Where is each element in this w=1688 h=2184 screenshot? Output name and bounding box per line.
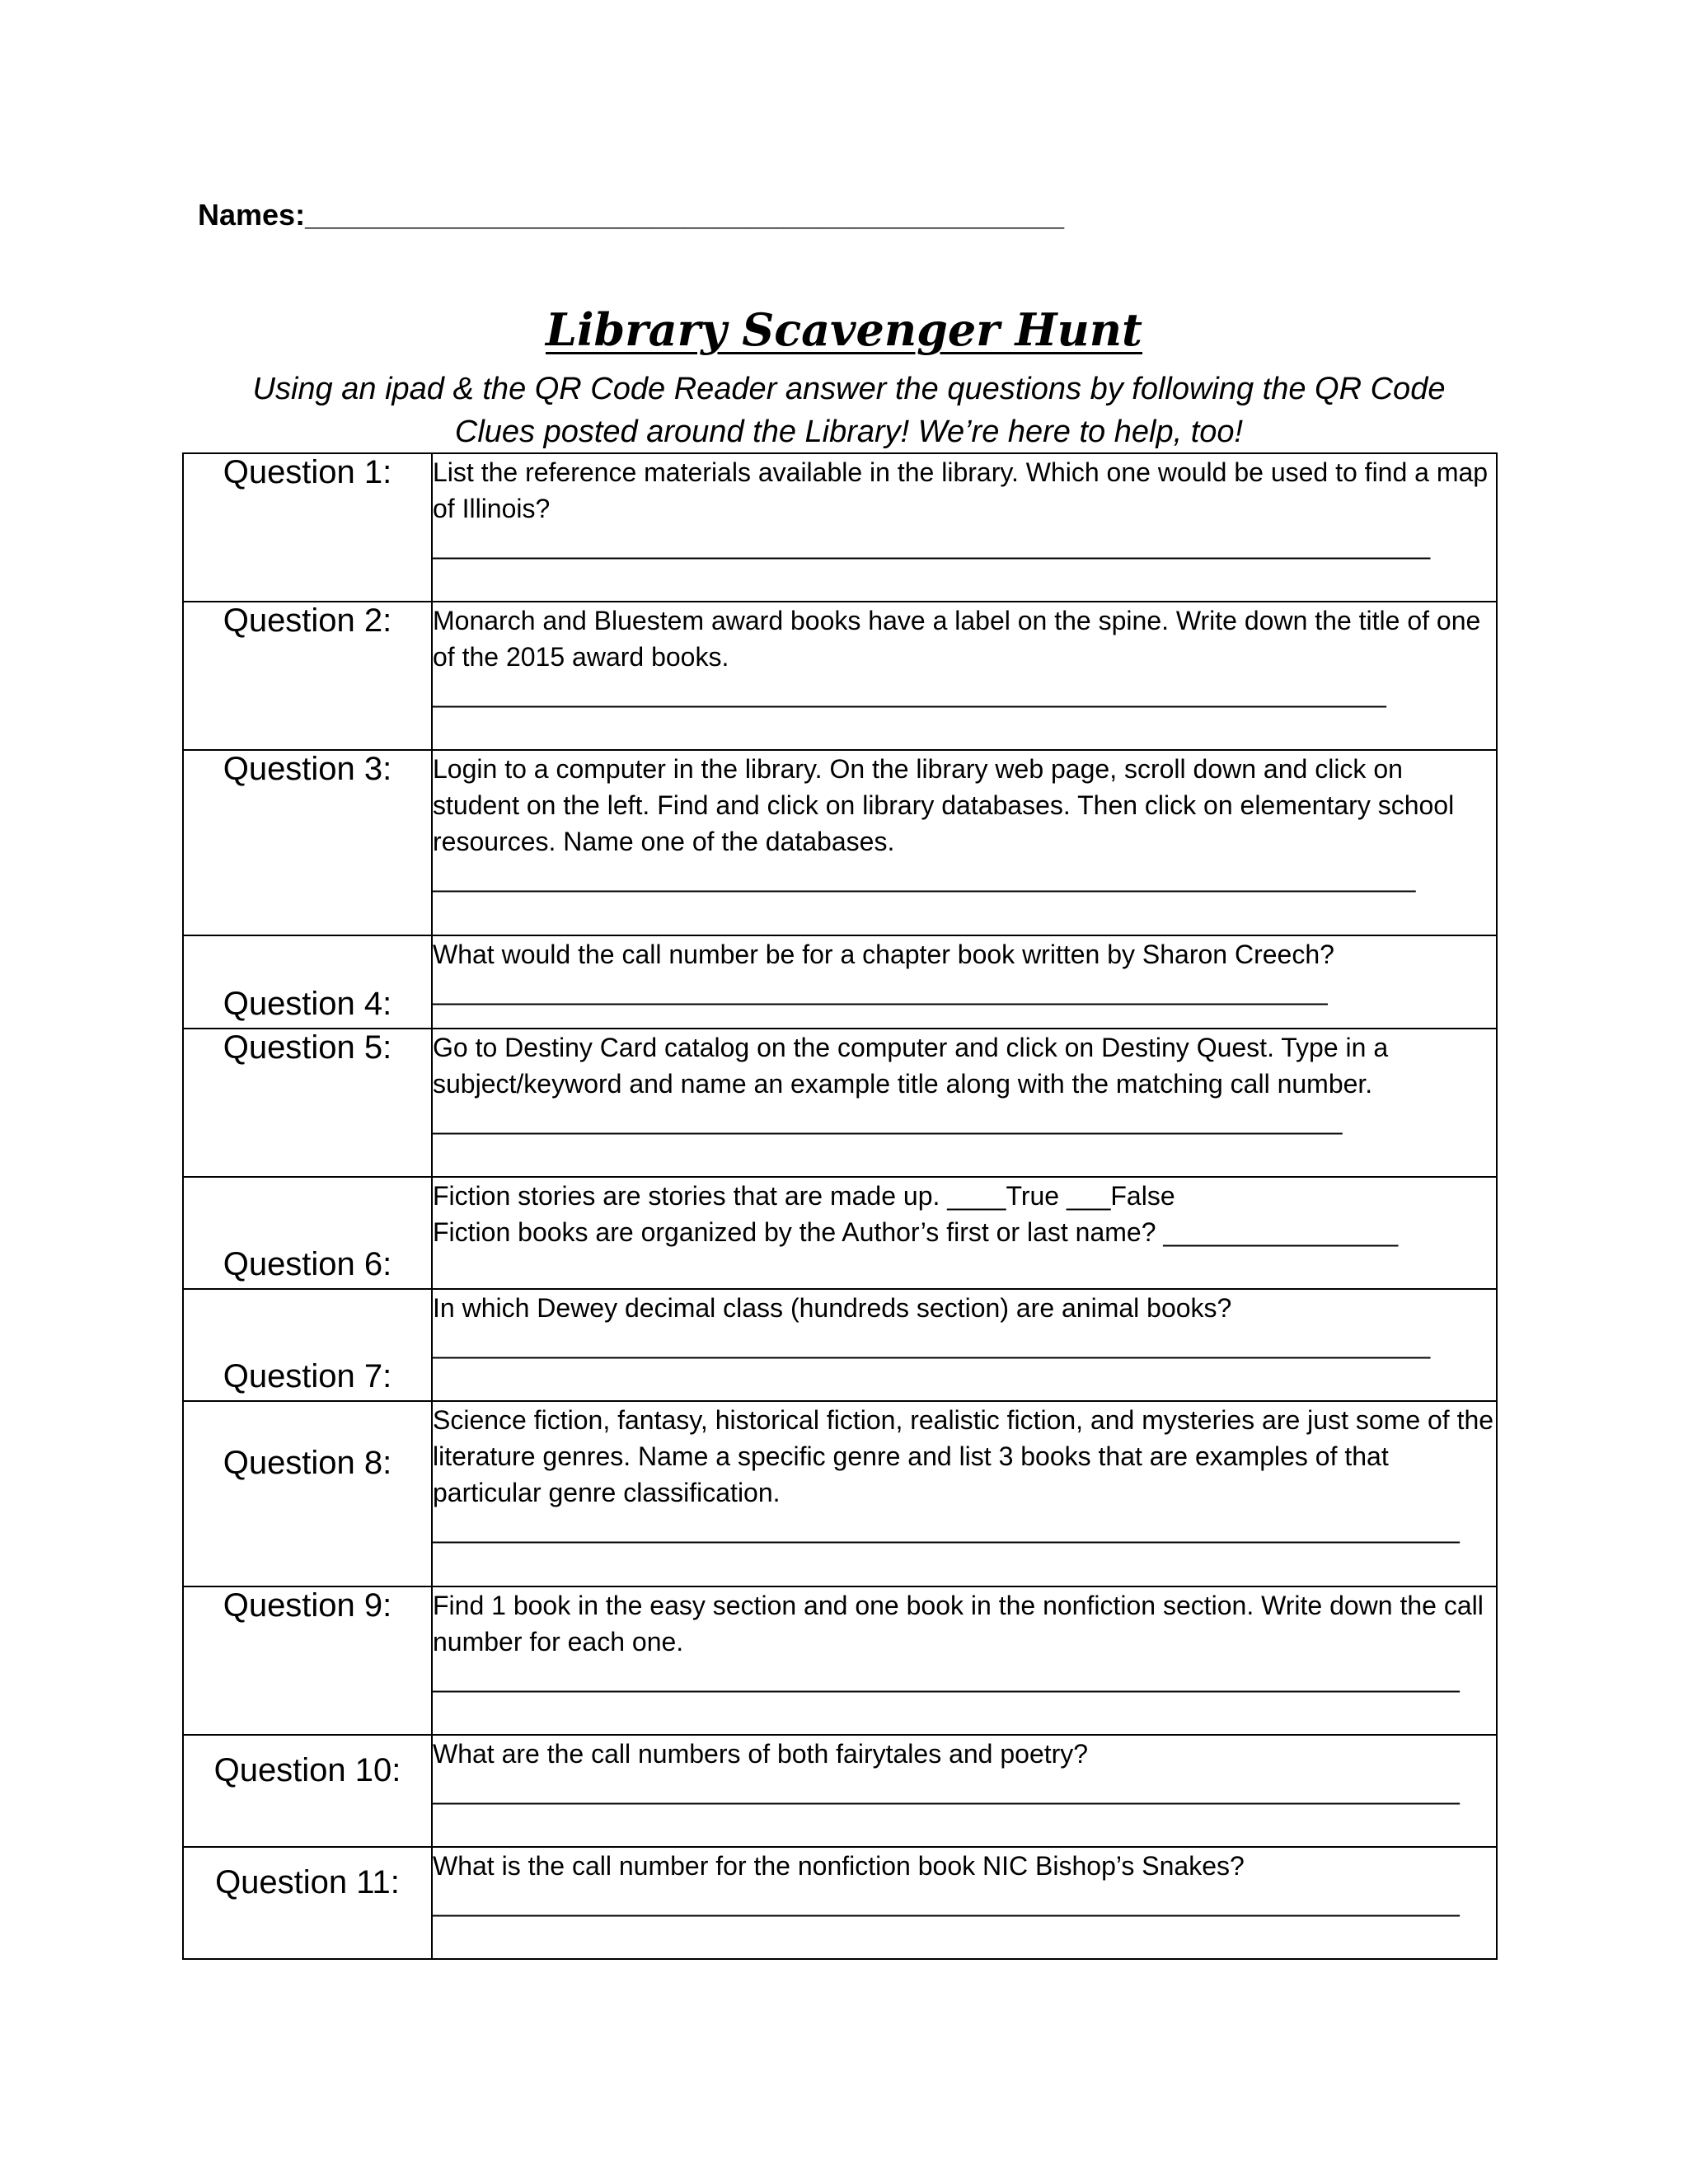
names-label: Names:	[198, 198, 306, 232]
answer-line[interactable]: ______________________________________________________________________	[433, 1663, 1460, 1693]
question-cell	[432, 1177, 1497, 1289]
question-text: Science fiction, fantasy, historical fiction, realistic fiction, and mysteries are just some of the literature genres. Name a specific genre and list 3 books that are examples of that particular genre classification.	[433, 1405, 1494, 1507]
question-text: Login to a computer in the library. On the library web page, scroll down and click on student on the left. Find and click on library databases. Then click on elementary school resources. Name one of the databases.	[433, 754, 1455, 856]
question-label: Question 6:	[183, 1177, 432, 1289]
question-text: Monarch and Bluestem award books have a label on the spine. Write down the title of one of the 2015 award books.	[433, 606, 1481, 672]
question-text: Go to Destiny Card catalog on the computer and click on Destiny Quest. Type in a subject/keyword and name an example title along with the matching call number.	[433, 1033, 1389, 1099]
question-text: List the reference materials available in the library. Which one would be used to find a map of Illinois?	[433, 457, 1489, 523]
question-label: Question 3:	[183, 750, 432, 935]
answer-line[interactable]: ______________________________________________________________________	[433, 1887, 1460, 1917]
question-text: Find 1 book in the easy section and one book in the nonfiction section. Write down the call number for each one.	[433, 1591, 1484, 1657]
question-text: What are the call numbers of both fairytales and poetry?	[433, 1739, 1089, 1769]
answer-line[interactable]: ______________________________________________________________________	[433, 1514, 1460, 1544]
question-label: Question 4:	[183, 935, 432, 1029]
question-label: Question 10:	[183, 1735, 432, 1847]
answer-line[interactable]: _________________________________________________________________	[433, 678, 1386, 708]
answer-line[interactable]: ____________________________________________________________________	[433, 1329, 1431, 1359]
question-label: Question 9:	[183, 1586, 432, 1735]
question-cell	[432, 935, 1497, 1029]
question-cell	[432, 1401, 1497, 1586]
question-text: What would the call number be for a chapter book written by Sharon Creech?	[433, 940, 1334, 969]
question-label: Question 2:	[183, 602, 432, 750]
answer-line[interactable]: ______________________________________________________________________	[433, 1775, 1460, 1805]
question-row-11	[183, 1847, 1497, 1959]
question-cell	[432, 1289, 1497, 1401]
names-blank-line[interactable]: ______________________________________________	[305, 198, 1065, 232]
question-label: Question 1:	[183, 453, 432, 602]
question-row-10	[183, 1735, 1497, 1847]
question-row-7	[183, 1289, 1497, 1401]
question-row-5	[183, 1029, 1497, 1177]
answer-line[interactable]: _____________________________________________________________	[433, 976, 1328, 1005]
question-cell	[432, 1029, 1497, 1177]
question-row-9	[183, 1586, 1497, 1735]
question-cell	[432, 453, 1497, 602]
question-cell	[432, 1586, 1497, 1735]
question-label: Question 8:	[183, 1401, 432, 1586]
names-field	[198, 198, 1064, 232]
question-cell	[432, 750, 1497, 935]
answer-line[interactable]: ____________________________________________________________________	[433, 530, 1431, 560]
question-cell	[432, 602, 1497, 750]
question-cell	[432, 1847, 1497, 1959]
question-row-4	[183, 935, 1497, 1029]
question-row-6	[183, 1177, 1497, 1289]
question-row-3	[183, 750, 1497, 935]
question-label: Question 11:	[183, 1847, 432, 1959]
question-text: In which Dewey decimal class (hundreds section) are animal books?	[433, 1293, 1232, 1323]
question-row-1	[183, 453, 1497, 602]
page-title: Library Scavenger Hunt	[545, 303, 1143, 356]
question-cell	[432, 1735, 1497, 1847]
question-label: Question 7:	[183, 1289, 432, 1401]
question-text-2: Fiction books are organized by the Author’s first or last name? ________________	[433, 1217, 1399, 1247]
question-row-2	[183, 602, 1497, 750]
question-table	[182, 452, 1498, 1960]
question-row-8	[183, 1401, 1497, 1586]
question-label: Question 5:	[183, 1029, 432, 1177]
answer-line[interactable]: ______________________________________________________________	[433, 1105, 1343, 1135]
answer-line[interactable]: ___________________________________________________________________	[433, 863, 1416, 893]
question-text: What is the call number for the nonfiction book NIC Bishop’s Snakes?	[433, 1851, 1245, 1881]
page-instructions: Using an ipad & the QR Code Reader answer the questions by following the QR Code Clues posted around the Library! We’re here to help, too!	[252, 372, 1446, 449]
question-text: Fiction stories are stories that are made up. ____True ___False	[433, 1181, 1175, 1211]
